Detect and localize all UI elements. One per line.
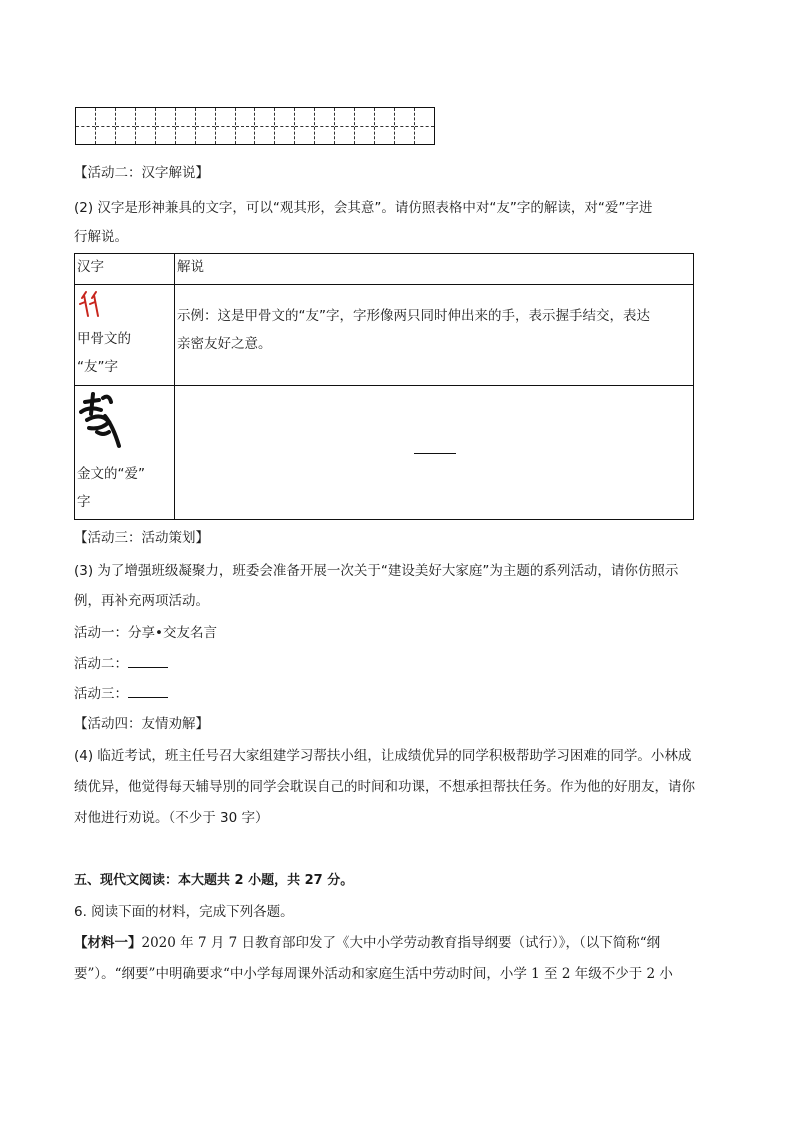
grid-cell	[355, 108, 375, 144]
explanation-table	[74, 253, 694, 520]
table-divider	[174, 254, 175, 519]
answer-blank[interactable]	[128, 697, 168, 698]
activity-item2: 活动二：	[74, 656, 128, 672]
header-char: 汉字	[77, 259, 104, 275]
grid-cell	[255, 108, 275, 144]
grid-cell	[236, 108, 256, 144]
activity2-question-line2: 行解说。	[74, 229, 128, 245]
grid-cell	[96, 108, 116, 144]
grid-cell	[315, 108, 335, 144]
grid-cell	[216, 108, 236, 144]
table-divider	[75, 284, 693, 285]
grid-cell	[116, 108, 136, 144]
question6: 6. 阅读下面的材料，完成下列各题。	[74, 904, 294, 920]
activity4-heading: 【活动四：友情劝解】	[74, 716, 209, 732]
grid-cell	[415, 108, 434, 144]
example-line1: 示例：这是甲骨文的“友”字，字形像两只同时伸出来的手，表示握手结交，表达	[177, 308, 650, 324]
activity-item3: 活动三：	[74, 686, 128, 702]
table-divider	[75, 385, 693, 386]
activity4-question-line3: 对他进行劝说。（不少于 30 字）	[74, 810, 269, 826]
grid-cell	[156, 108, 176, 144]
activity3-question-line2: 例，再补充两项活动。	[74, 593, 209, 609]
material1-line2: 要”）。“纲要”中明确要求“中小学每周课外活动和家庭生活中劳动时间，小学 1 至 2 年级不少于 2 小	[74, 966, 673, 982]
bronze-ai-glyph-icon	[79, 392, 123, 450]
oracle-bone-you-glyph-icon	[79, 290, 101, 320]
row2-label-line2: 字	[77, 494, 91, 510]
grid-cell	[76, 108, 96, 144]
activity4-question-line1: (4) 临近考试，班主任号召大家组建学习帮扶小组，让成绩优异的同学积极帮助学习困难的同学。小林成	[74, 748, 692, 764]
grid-cell	[275, 108, 295, 144]
grid-cell	[196, 108, 216, 144]
grid-cell	[395, 108, 415, 144]
header-explain: 解说	[177, 259, 204, 275]
activity-item1: 活动一：分享•交友名言	[74, 625, 217, 641]
activity4-question-line2: 绩优异，他觉得每天辅导別的同学会耽误自己的时间和功课，不想承担帮扶任务。作为他的好朋友，请你	[74, 779, 695, 795]
example-line2: 亲密友好之意。	[177, 336, 272, 352]
material1-label: 【材料一】	[74, 935, 142, 951]
grid-cell	[335, 108, 355, 144]
activity2-heading: 【活动二：汉字解说】	[74, 165, 209, 181]
material1-line1: 2020 年 7 月 7 日教育部印发了《大中小学劳动教育指导纲要（试行）》，（以下简称“纲	[141, 935, 661, 951]
row2-label-line1: 金文的“爱”	[77, 466, 145, 482]
answer-blank[interactable]	[414, 453, 456, 454]
writing-grid	[75, 107, 435, 145]
section5-heading: 五、现代文阅读：本大题共 2 小题，共 27 分。	[74, 873, 354, 888]
row1-label-line1: 甲骨文的	[77, 331, 131, 347]
grid-cell	[176, 108, 196, 144]
row1-label-line2: “友”字	[77, 359, 118, 375]
answer-blank[interactable]	[128, 667, 168, 668]
activity2-question-line1: (2) 汉字是形神兼具的文字，可以“观其形，会其意”。请仿照表格中对“友”字的解读，对“爱”字进	[74, 200, 653, 216]
activity3-heading: 【活动三：活动策划】	[74, 530, 209, 546]
activity3-question-line1: (3) 为了增强班级凝聚力，班委会准备开展一次关于“建设美好大家庭”为主题的系列活动，请你仿照示	[74, 563, 679, 579]
grid-cell	[295, 108, 315, 144]
grid-cell	[136, 108, 156, 144]
grid-cell	[375, 108, 395, 144]
